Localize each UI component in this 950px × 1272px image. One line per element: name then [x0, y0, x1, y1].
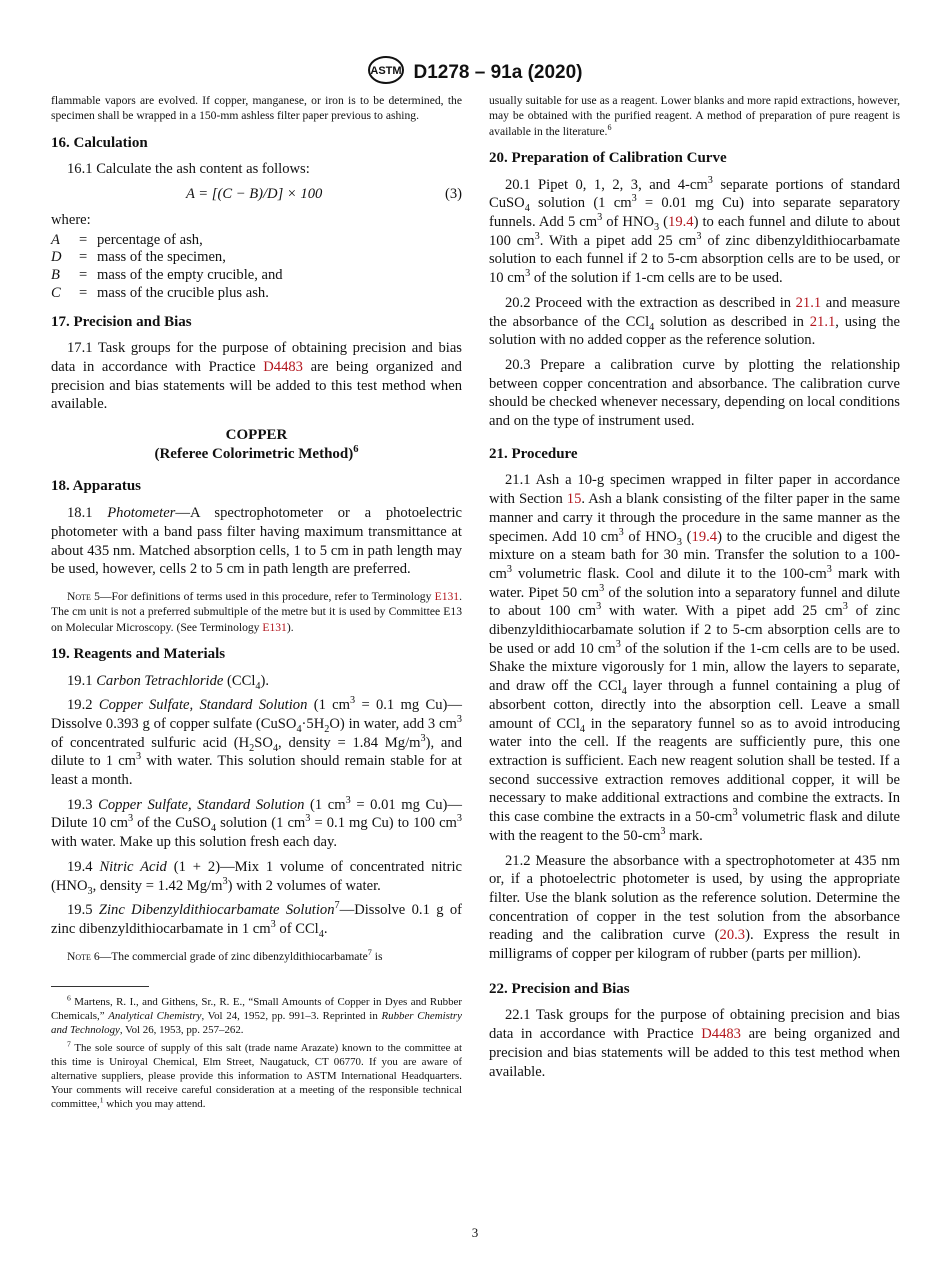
subtitle-text: (Referee Colorimetric Method)	[154, 445, 354, 462]
link-15[interactable]: 15	[566, 491, 582, 508]
term: Copper Sulfate, Standard Solution	[98, 697, 308, 714]
para-text: usually suitable for use as a reagent. Lower blanks and more rapid extractions, however, may be obtained with the purified reagent. A method of preparation of pure reagent is available in the literature.	[489, 94, 900, 138]
para-num: 19.5	[67, 902, 99, 919]
where-label: where:	[51, 212, 91, 228]
footnote-text: Martens, R. I., and Githens, Sr., R. E., “Small Amounts of Copper in Dyes and Rubber Chemicals,”	[51, 995, 462, 1022]
standard-designation: D1278 – 91a (2020)	[413, 61, 583, 83]
def-equals: =	[79, 249, 88, 266]
ash-equation	[51, 185, 462, 207]
symbol-definitions	[51, 232, 283, 303]
link-e131[interactable]: E131	[262, 620, 287, 634]
link-19-4[interactable]: 19.4	[691, 528, 718, 545]
para-num: 19.3	[67, 796, 99, 813]
note-text: —For definitions of terms used in this procedure, refer to Terminology	[99, 589, 435, 603]
para-text: are being organized and precision and bias statements will be added to this test method when available.	[489, 1026, 900, 1080]
link-21-1[interactable]: 21.1	[809, 313, 836, 330]
para-19-3: 19.3 Copper Sulfate, Standard Solution (1 $cm^3 = 0.01$ mg Cu)—Dilute 10 $cm^3$ of the CuSO$_4$ solution (1 $cm^3 = 0.1$ mg Cu) to 100 $cm^3$ with water. Make up this solution fresh each day.	[51, 794, 463, 851]
para-num: 19.2	[67, 697, 99, 714]
definition-row	[51, 285, 283, 303]
right-column	[489, 93, 900, 1087]
para-num: 19.1	[67, 672, 97, 689]
para-text: 22.1 Task groups for the purpose of obtaining precision and bias data in accordance with Practice	[489, 1007, 900, 1043]
footnote-number: 6	[67, 993, 71, 1003]
note-text: —The commercial grade of zinc dibenzyldithiocarbamate	[99, 949, 368, 963]
para-20-1: 20.1 Pipet 0, 1, 2, 3, and $4-cm^3$ separate portions of standard CuSO$_4$ solution (1 $cm^3 = 0.01$ mg Cu) into separate separatory funnels. Add 5 $cm^3$ of $HNO_3$ (19.4) to each funnel and dilute to about 100 $cm^3$. With a pipet add 25 $cm^3$ of zinc dibenzyldithiocarbamate solution to each funnel if 2 to 5-cm absorption cells are to be used, or 10 $cm^3$ of the solution if 1-cm cells are to be used.	[489, 174, 901, 287]
para-20-2: 20.2 Proceed with the extraction as described in 21.1 and measure the absorbance of the CCl$_4$ solution as described in 21.1, using the solution with no added copper as the reference solution.	[489, 294, 900, 349]
def-text: mass of the empty crucible, and	[97, 267, 283, 284]
def-symbol: A	[51, 231, 60, 248]
note-label: Note 5	[67, 589, 100, 603]
para-22-1	[489, 1006, 900, 1081]
para-17-1	[51, 339, 462, 414]
para-text: are being organized and precision and bias statements will be added to this test method when available.	[51, 358, 462, 413]
para-num: 19.4	[67, 858, 100, 875]
link-e131[interactable]: E131	[434, 589, 460, 603]
equation-formula: A = [(C − B)/D] × 100	[186, 186, 323, 202]
term: Photometer	[107, 505, 176, 522]
footnote-divider	[51, 986, 149, 987]
note-6: Note 6—The commercial grade of zinc dibenzyldithiocarbamate$^7$ is	[67, 947, 383, 963]
copper-subtitle	[51, 445, 462, 464]
term: Copper Sulfate, Standard Solution	[98, 796, 305, 813]
para-text: 17.1 Task groups for the purpose of obtaining precision and bias data in accordance with Practice	[51, 340, 462, 375]
para-21-1: 21.1 Ash a 10-g specimen wrapped in filter paper in accordance with Section 15. Ash a blank consisting of the filter paper in the same manner and carry it through the procedure in the same manner as the specimen. Add 10 $cm^3$ of $HNO_3$ (19.4) to the crucible and digest the mixture on a steam bath for 30 min. Transfer the solution to a $100-cm^3$ volumetric flask. Cool and dilute it to the $100-cm^3$ mark with water. Pipet 50 $cm^3$ of the solution into a separatory funnel and dilute to about 100 $cm^3$ with water. With a pipet add 25 $cm^3$ of zinc dibenzyldithiocarbamate solution if 2 to 5-cm absorption cells are to be used or add 10 $cm^3$ of the solution if the 1-cm cells are to be used. Shake the mixture vigorously for 1 min, allow the layers to separate, and draw off the CCl$_4$ layer through a funnel containing a plug of absorbent cotton, directly into the absorption cell. Leave a small amount of CCl$_4$ in the separatory funnel so as to avoid introducing water into the cell. If the reagents are sufficiently pure, this one extraction is sufficient. Each new reagent solution shall be tested. If a second successive extraction removes additional copper, it will be necessary to make additional extractions and combine the extracts. In this case combine the extracts in a $50-cm^3$ volumetric flask and dilute with the reagent to the $50-cm^3$ mark.	[489, 472, 900, 844]
section-18-heading: 18. Apparatus	[51, 478, 142, 495]
section-20-heading: 20. Preparation of Calibration Curve	[489, 149, 727, 166]
footnote-number: 7	[67, 1039, 71, 1049]
para-19-5: 19.5 Zinc Dibenzyldithiocarbamate Solution$^7$—Dissolve 0.1 g of zinc dibenzyldithiocarbamate in 1 $cm^3$ of CCl$_4$.	[51, 900, 462, 940]
note-label: Note 6	[67, 949, 100, 963]
copper-title: COPPER	[225, 427, 288, 444]
definition-row	[51, 267, 283, 285]
para-20-3: 20.3 Prepare a calibration curve by plotting the relationship between copper concentration and absorbance. The calibration curve should be checked whenever necessary, depending on local conditions and on the type of instrument used.	[489, 356, 900, 430]
page-number: 3	[471, 1225, 479, 1240]
def-symbol: B	[51, 267, 60, 284]
page-header	[0, 55, 950, 90]
def-symbol: D	[51, 249, 62, 266]
def-text: percentage of ash,	[97, 231, 203, 248]
section-21-heading: 21. Procedure	[489, 445, 578, 462]
def-text: mass of the specimen,	[97, 249, 226, 266]
astm-logo-icon	[367, 55, 405, 90]
link-20-3[interactable]: 20.3	[719, 927, 746, 944]
equation-number: (3)	[444, 186, 462, 202]
section-22-heading: 22. Precision and Bias	[489, 980, 630, 997]
def-text: mass of the crucible plus ash.	[97, 284, 269, 301]
section-19-heading: 19. Reagents and Materials	[51, 645, 226, 662]
para-19-2: 19.2 Copper Sulfate, Standard Solution (1 $cm^3 = 0.1$ mg Cu)—Dissolve 0.393 g of copper sulfate $(CuSO_4\cdot 5H_2O)$ in water, add 3 $cm^3$ of concentrated sulfuric acid ($H_2SO_4$, density = 1.84 $Mg/m^3$), and dilute to 1 $cm^3$ with water. This solution should remain stable for at least a month.	[51, 695, 462, 789]
def-equals: =	[79, 231, 88, 248]
para-19-1: 19.1 Carbon Tetrachloride (CCl$_4$).	[67, 672, 270, 692]
para-18-1	[51, 504, 462, 579]
para-19-4: 19.4 Nitric Acid (1 + 2)—Mix 1 volume of concentrated nitric ($HNO_3$, density = 1.42 $Mg/m^3$) with 2 volumes of water.	[51, 858, 462, 897]
link-19-4[interactable]: 19.4	[668, 214, 694, 230]
continued-paragraph: usually suitable for use as a reagent. Lower blanks and more rapid extractions, however, may be obtained with the purified reagent. A method of preparation of pure reagent is available in the literature.$^6$	[489, 94, 900, 138]
para-num: 18.1	[67, 505, 108, 522]
journal-title: Rubber Chemistry and Technology	[51, 1009, 462, 1036]
footnote-text: , Vol 24, 1952, pp. 991–3. Reprinted in	[201, 1009, 382, 1022]
def-symbol: C	[51, 284, 61, 301]
def-equals: =	[79, 267, 88, 284]
link-d4483[interactable]: D4483	[701, 1026, 741, 1043]
definition-row	[51, 232, 283, 250]
note-text: . The cm unit is not a preferred submultiple of the metre but it is used by Committee E13 on Molecular Microscopy. (See Terminology	[51, 589, 462, 634]
para-text: —A spectrophotometer or a photoelectric photometer with a band pass filter having maximum transmittance at about 435 nm. Matched absorption cells, 1 to 5 cm in path length may be used, however, cells 2 to 5 cm in path length are preferred.	[51, 505, 462, 578]
term: Zinc Dibenzyldithiocarbamate Solution	[98, 902, 335, 919]
footnote-text: The sole source of supply of this salt (trade name Arazate) known to the committee at this time is Uniroyal Chemical, Elm Street, Naugatuck, CT 06770. If you are aware of alternative suppliers, please provide this information to ASTM International Headquarters. Your comments will receive careful consideration at a meeting of the responsible technical committee,	[51, 1041, 462, 1110]
footnote-6	[51, 995, 462, 1037]
section-16-heading: 16. Calculation	[51, 134, 148, 151]
link-21-1[interactable]: 21.1	[795, 294, 822, 311]
note-5	[51, 589, 462, 635]
continued-paragraph: flammable vapors are evolved. If copper, manganese, or iron is to be determined, the specimen shall be wrapped in a 150-mm ashless filter paper previous to ashing.	[51, 94, 462, 123]
para-text: 20.2 Proceed with the extraction as described in	[505, 294, 796, 311]
note-text: ).	[286, 620, 294, 634]
footnote-7: $^7$ The sole source of supply of this salt (trade name Arazate) known to the committee at this time is Uniroyal Chemical, Elm Street, Naugatuck, CT 06770. If you are aware of alternative suppliers, please provide this information to ASTM International Headquarters. Your comments will receive careful consideration at a meeting of the responsible technical committee,$^1$ which you may attend.	[51, 1039, 462, 1110]
def-equals: =	[79, 284, 88, 301]
left-column	[51, 93, 462, 1115]
footnote-text: which you may attend.	[103, 1097, 206, 1110]
footnote-ref: 6	[353, 443, 359, 455]
para-text: (1 + 2)—Mix 1 volume of concentrated nitric	[166, 858, 462, 875]
svg-text:ASTM: ASTM	[370, 65, 403, 77]
term: Nitric Acid	[99, 858, 167, 875]
para-21-2: 21.2 Measure the absorbance with a spectrophotometer at 435 nm or, if a photoelectric photometer is used, by using the appropriate filter. Use the blank solution as the reference solution. Determine the concentration of copper in the test solution from the absorbance reading and the calibration curve (20.3). Express the result in milligrams of copper per kilogram of rubber (parts per million).	[489, 852, 900, 963]
term: Carbon Tetrachloride	[96, 672, 224, 689]
journal-title: Analytical Chemistry	[108, 1009, 202, 1022]
link-d4483[interactable]: D4483	[263, 358, 303, 375]
section-17-heading: 17. Precision and Bias	[51, 313, 192, 330]
para-16-1: 16.1 Calculate the ash content as follows:	[67, 161, 310, 178]
footnote-text: , Vol 26, 1953, pp. 257–262.	[119, 1023, 244, 1036]
definition-row	[51, 249, 283, 267]
